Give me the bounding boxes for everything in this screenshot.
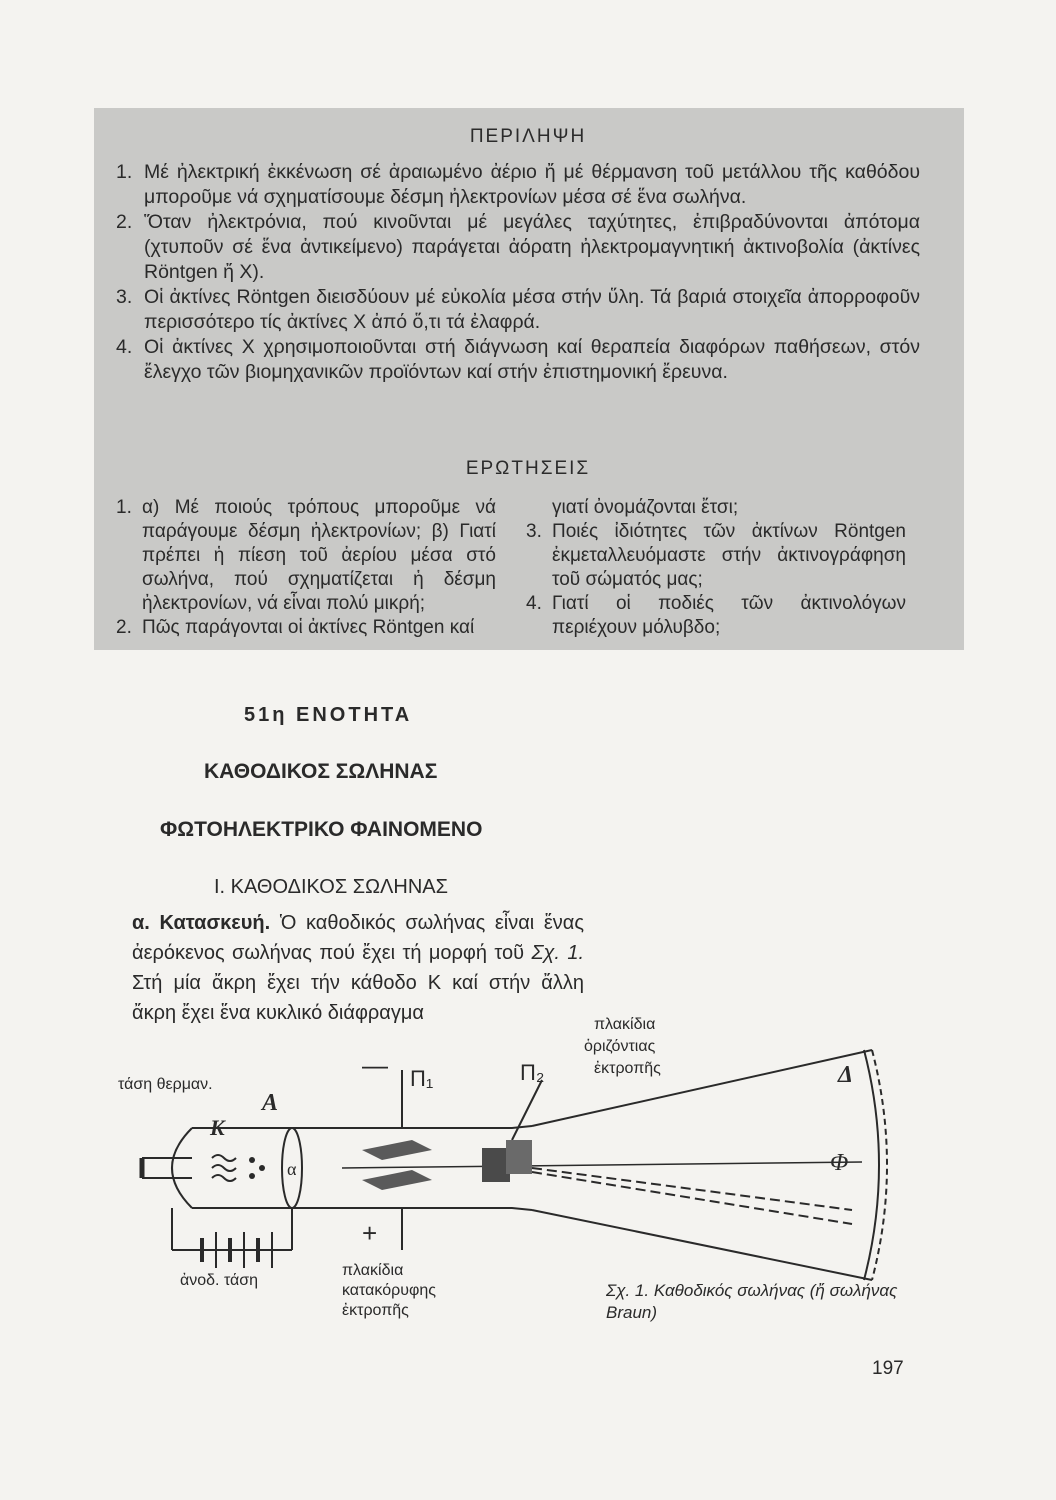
label-plus: +	[362, 1218, 378, 1248]
label-D: Δ	[838, 1062, 854, 1088]
label-P1: Π₁	[410, 1066, 434, 1091]
summary-item	[116, 210, 920, 285]
questions-right-column	[526, 496, 906, 640]
chapter-title: ΚΑΘΟΔΙΚΟΣ ΣΩΛΗΝΑΣ	[204, 760, 438, 783]
summary-item-number: 4.	[116, 336, 133, 358]
label-horizontal-plates-3: ἐκτροπῆς	[594, 1060, 661, 1077]
question-item	[116, 616, 496, 640]
cathode-ray-tube-diagram	[112, 1010, 902, 1310]
label-horizontal-plates-2: ὁριζόντιας	[584, 1038, 656, 1055]
chapter-subtitle: ΦΩΤΟΗΛΕΚΤΡΙΚΟ ΦΑΙΝΟΜΕΝΟ	[160, 818, 483, 841]
summary-list	[116, 160, 920, 385]
label-A: A	[262, 1090, 279, 1116]
cathode-coil	[212, 1155, 236, 1181]
summary-item-number: 1.	[116, 161, 133, 183]
question-text: Ποιές ἰδιότητες τῶν ἀκτίνων Röntgen ἐκμεταλλευόμαστε στήν ἀκτινογράφηση τοῦ σώματός μας;	[552, 521, 906, 590]
summary-title: ΠΕΡΙΛΗΨΗ	[469, 126, 587, 147]
label-K: K	[210, 1115, 225, 1140]
electron-dot	[249, 1173, 255, 1179]
question-text: α) Μέ ποιούς τρόπους μποροῦμε νά παράγουμε δέσμη ἠλεκτρονίων; β) Γιατί πρέπει ἡ πίεση τοῦ ἀερίου μέσα στό σωλήνα, πού σχηματίζεται ἡ δέσμη ἠλεκτρονίων, νά εἶναι πολύ μικρή;	[142, 497, 496, 614]
horizontal-deflection-plate-back	[506, 1140, 532, 1174]
summary-item	[116, 285, 920, 335]
paragraph-text: Ὁ καθοδικός σωλήνας εἶναι ἕνας ἀερόκενος σωλήνας πού ἔχει τή μορφή τοῦ	[132, 912, 585, 964]
label-vertical-plates-2: κατακόρυφης	[342, 1282, 436, 1299]
summary-item	[116, 160, 920, 210]
tube-outline-bottom	[192, 1208, 532, 1210]
questions-left-column	[116, 496, 496, 640]
summary-item	[116, 335, 920, 385]
question-number: 2.	[116, 617, 132, 638]
label-phi: Φ	[830, 1150, 849, 1176]
question-number: 4.	[526, 593, 542, 614]
horizontal-deflection-plate-front	[482, 1148, 510, 1182]
label-a: α	[287, 1159, 297, 1179]
electron-dot	[259, 1165, 265, 1171]
summary-item-number: 2.	[116, 211, 133, 233]
label-horizontal-plates-1: πλακίδια	[594, 1016, 656, 1033]
summary-item-text: Οἱ ἀκτίνες Röntgen διεισδύουν μέ εὐκολία μέσα στήν ὕλη. Τά βαριά στοιχεῖα ἀπορροφοῦν περισσότερο τίς ἀκτίνες Χ ἀπό ὅ,τι τά ἐλαφρά.	[144, 286, 920, 333]
question-item	[116, 496, 496, 616]
label-vertical-plates-3: ἐκτροπῆς	[342, 1302, 409, 1319]
deflected-beam-dashed-2	[532, 1172, 852, 1224]
plate-lead-p2	[512, 1080, 542, 1140]
funnel-bottom	[532, 1210, 872, 1280]
beam-axis	[342, 1162, 862, 1168]
summary-item-text: Μέ ἠλεκτρική ἐκκένωση σέ ἀραιωμένο ἀέριο ἤ μέ θέρμανση τοῦ μετάλλου τῆς καθόδου μποροῦμε νά σχηματίσουμε δέσμη ἠλεκτρονίων μέσα σέ ἕνα σωλήνα.	[144, 161, 920, 208]
section-heading: Ι. ΚΑΘΟΔΙΚΟΣ ΣΩΛΗΝΑΣ	[214, 876, 449, 898]
question-item	[526, 520, 906, 592]
screen	[864, 1050, 879, 1280]
unit-heading: 51η ΕΝΟΤΗΤΑ	[244, 704, 413, 726]
question-item	[526, 496, 906, 520]
deflected-beam-dashed	[532, 1168, 852, 1210]
vertical-deflection-plate-top	[362, 1140, 432, 1160]
question-text: γιατί ὀνομάζονται ἔτσι;	[552, 497, 739, 518]
question-text: Γιατί οἱ ποδιές τῶν ἀκτινολόγων περιέχουν μόλυβδο;	[552, 593, 906, 638]
summary-item-text: Ὅταν ἠλεκτρόνια, πού κινοῦνται μέ μεγάλες ταχύτητες, ἐπιβραδύνονται ἀπότομα (χτυποῦν σέ ἕνα ἀντικείμενο) παράγεται ἀόρατη ἠλεκτρομαγνητική ἀκτινοβολία (ἀκτίνες Röntgen ἤ Χ).	[144, 211, 920, 283]
label-minus: —	[362, 1050, 388, 1080]
question-text: Πῶς παράγονται οἱ ἀκτίνες Röntgen καί	[142, 617, 475, 638]
paragraph-lead: α. Κατασκευή.	[132, 912, 271, 934]
label-P2: Π₂	[520, 1060, 545, 1085]
label-anode-voltage: ἀνοδ. τάση	[180, 1272, 259, 1289]
label-vertical-plates-1: πλακίδια	[342, 1262, 404, 1279]
paragraph-text: Στή μία ἄκρη ἔχει τήν κάθοδο Κ καί στήν ἄλλη ἄκρη ἔχει ἕνα κυκλικό διάφραγμα	[132, 972, 584, 1024]
funnel-top	[532, 1050, 872, 1126]
tube-back-end	[172, 1128, 192, 1208]
question-number: 1.	[116, 497, 132, 518]
questions-title: ΕΡΩΤΗΣΕΙΣ	[465, 458, 591, 479]
page-number: 197	[872, 1358, 904, 1379]
summary-item-text: Οἱ ἀκτίνες Χ χρησιμοποιοῦνται στή διάγνωση καί θεραπεία διαφόρων παθήσεων, στόν ἔλεγχο τῶν βιομηχανικῶν προϊόντων καί στήν ἐπιστημονική ἔρευνα.	[144, 336, 920, 383]
figure-caption: Σχ. 1. Καθοδικός σωλήνας (ἤ σωλήνας Braun)	[606, 1281, 898, 1322]
question-number: 3.	[526, 521, 542, 542]
electron-dot	[249, 1157, 255, 1163]
label-heater-voltage: τάση θερμαν.	[118, 1076, 213, 1093]
vertical-deflection-plate-bottom	[362, 1170, 432, 1190]
tube-outline-top	[192, 1126, 532, 1128]
figure-reference: Σχ. 1.	[531, 942, 585, 964]
question-item	[526, 592, 906, 640]
summary-item-number: 3.	[116, 286, 133, 308]
